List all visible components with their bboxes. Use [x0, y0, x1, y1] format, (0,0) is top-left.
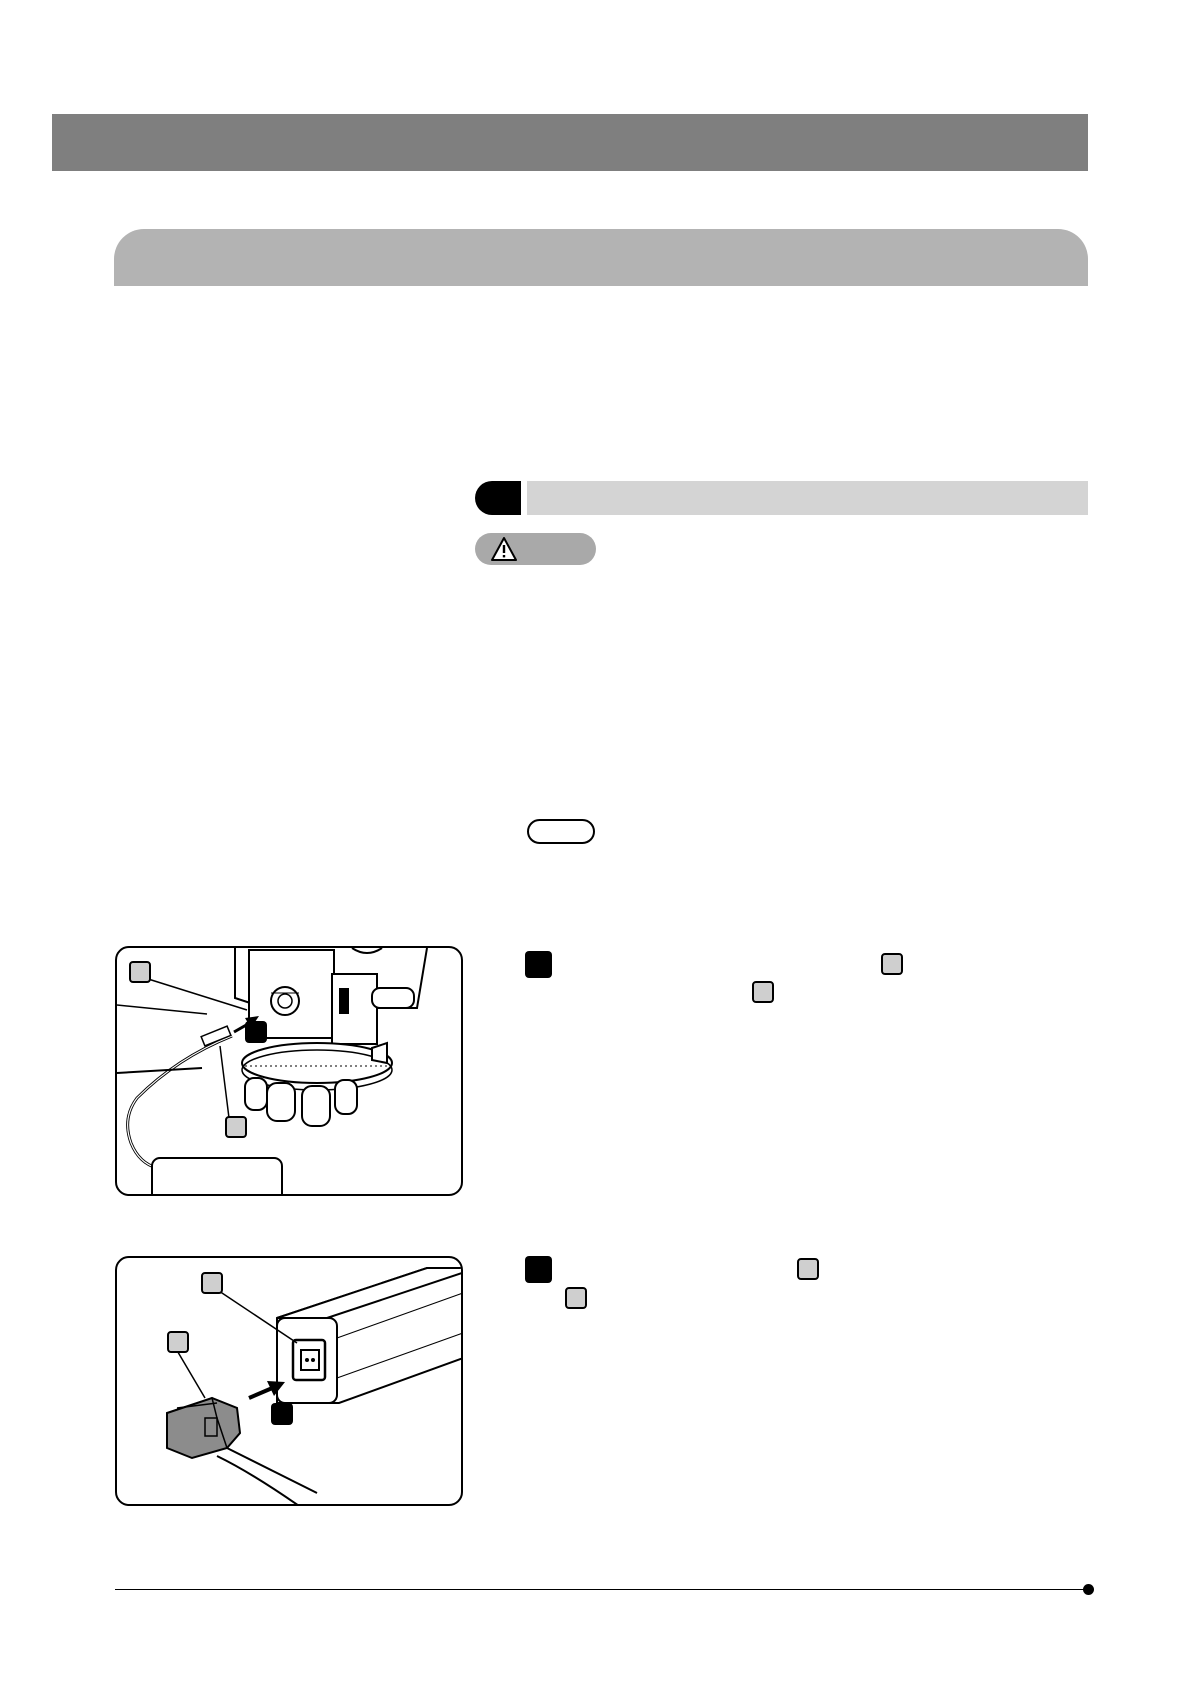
- callout-step-box: [271, 1403, 293, 1425]
- callout-box: [201, 1272, 223, 1294]
- section-banner: [114, 229, 1088, 286]
- reference-box: [797, 1258, 819, 1280]
- callout-box: [129, 961, 151, 983]
- step-number-box: [525, 1256, 552, 1283]
- note-badge: [527, 819, 595, 844]
- step-number-box: [525, 951, 552, 978]
- warning-triangle-icon: [490, 536, 518, 562]
- adapter-illustration: [117, 1258, 463, 1506]
- adapter-figure: [115, 1256, 463, 1506]
- reference-box: [752, 981, 774, 1003]
- footer-rule-dot: [1083, 1584, 1094, 1595]
- reference-box: [881, 953, 903, 975]
- callout-step-box: [245, 1021, 267, 1043]
- callout-box: [167, 1331, 189, 1353]
- callout-box: [225, 1116, 247, 1138]
- reference-box: [565, 1287, 587, 1309]
- subsection-marker: [475, 481, 521, 515]
- connector-illustration: [117, 948, 463, 1196]
- subsection-bar: [527, 481, 1088, 515]
- chapter-banner: [52, 114, 1088, 171]
- caution-badge: [475, 533, 596, 565]
- footer-rule: [115, 1589, 1088, 1590]
- connector-figure: [115, 946, 463, 1196]
